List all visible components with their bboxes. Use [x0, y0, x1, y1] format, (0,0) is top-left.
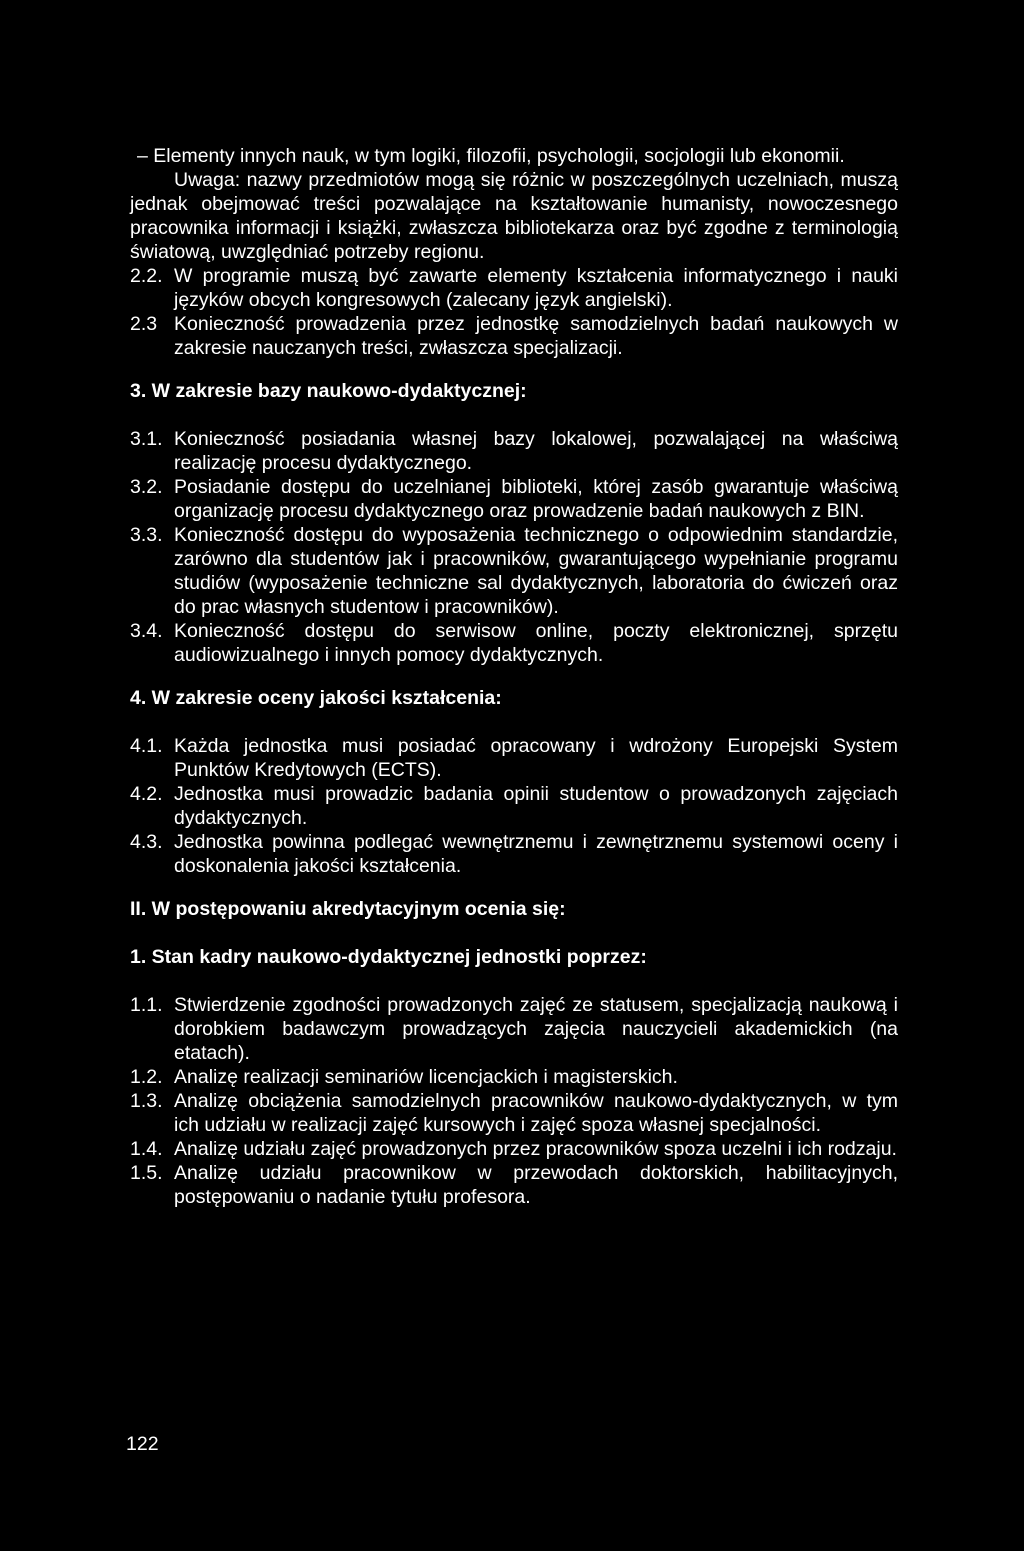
item-text: Każda jednostka musi posiadać opracowany i wdrożony Europejski System Punktów Kredytowych (ECTS).	[174, 735, 898, 781]
list-item	[130, 782, 898, 830]
item-number: 3.1.	[130, 428, 163, 450]
item-number: 3.4.	[130, 620, 163, 642]
item-number: 4.1.	[130, 735, 163, 757]
list-item	[130, 1161, 898, 1209]
item-text: Stwierdzenie zgodności prowadzonych zajęć ze statusem, specjalizacją naukową i dorobkiem badawczym prowadzących zajęcia nauczycieli akademickich (na etatach).	[174, 994, 898, 1064]
item-text: Konieczność prowadzenia przez jednostkę samodzielnych badań naukowych w zakresie nauczanych treści, zwłaszcza specjalizacji.	[174, 313, 898, 359]
section-heading: 4. W zakresie oceny jakości kształcenia:	[130, 687, 502, 709]
item-text: Analizę udziału zajęć prowadzonych przez pracowników spoza uczelni i ich rodzaju.	[174, 1138, 897, 1160]
list-item	[130, 264, 898, 312]
item-text: Analizę obciążenia samodzielnych pracowników naukowo-dydaktycznych, w tym ich udziału w realizacji zajęć kursowych i zajęć spoza własnej specjalności.	[174, 1090, 898, 1136]
item-number: 1.1.	[130, 994, 163, 1016]
list-item	[130, 1137, 898, 1161]
page-content	[130, 144, 898, 1209]
dash-text: Elementy innych nauk, w tym logiki, filozofii, psychologii, socjologii lub ekonomii.	[153, 145, 845, 167]
list-item	[130, 619, 898, 667]
list-item	[130, 427, 898, 475]
item-text: Posiadanie dostępu do uczelnianej biblioteki, której zasób gwarantuje właściwą organizację procesu dydaktycznego oraz prowadzenie badań naukowych z BIN.	[174, 476, 898, 522]
dash-paragraph	[130, 144, 898, 168]
item-text: Konieczność posiadania własnej bazy lokalowej, pozwalającej na właściwą realizację procesu dydaktycznego.	[174, 428, 898, 474]
dash-marker: –	[137, 145, 148, 167]
list-item	[130, 1065, 898, 1089]
list-item	[130, 475, 898, 523]
list-item	[130, 830, 898, 878]
item-number: 1.2.	[130, 1066, 163, 1088]
section-heading: 3. W zakresie bazy naukowo-dydaktycznej:	[130, 380, 527, 402]
list-item	[130, 523, 898, 619]
item-text: Konieczność dostępu do wyposażenia technicznego o odpowiednim standardzie, zarówno dla studentów jak i pracowników, gwarantującego wypełnianie programu studiów (wyposażenie techniczne sal dydaktycznych, laboratoria do ćwiczeń oraz do prac własnych studentow i pracowników).	[174, 524, 898, 618]
page-number: 122	[126, 1433, 159, 1455]
item-number: 2.2.	[130, 265, 163, 287]
list-item	[130, 734, 898, 782]
item-text: Analizę udziału pracownikow w przewodach doktorskich, habilitacyjnych, postępowaniu o nadanie tytułu profesora.	[174, 1162, 898, 1208]
item-number: 4.2.	[130, 783, 163, 805]
list-item	[130, 312, 898, 360]
section-heading: 1. Stan kadry naukowo-dydaktycznej jednostki poprzez:	[130, 946, 647, 968]
item-number: 3.2.	[130, 476, 163, 498]
item-number: 3.3.	[130, 524, 163, 546]
item-number: 4.3.	[130, 831, 163, 853]
item-number: 1.4.	[130, 1138, 163, 1160]
item-text: Jednostka powinna podlegać wewnętrznemu i zewnętrznemu systemowi oceny i doskonalenia jakości kształcenia.	[174, 831, 898, 877]
item-number: 1.3.	[130, 1090, 163, 1112]
item-text: W programie muszą być zawarte elementy kształcenia informatycznego i nauki języków obcych kongresowych (zalecany język angielski).	[174, 265, 898, 311]
list-item	[130, 1089, 898, 1137]
item-text: Analizę realizacji seminariów licencjackich i magisterskich.	[174, 1066, 678, 1088]
item-text: Jednostka musi prowadzic badania opinii studentow o prowadzonych zajęciach dydaktycznych.	[174, 783, 898, 829]
item-number: 2.3	[130, 313, 158, 335]
note-paragraph: Uwaga: nazwy przedmiotów mogą się różnic w poszczególnych uczelniach, muszą jednak obejmować treści pozwalające na kształtowanie humanisty, nowoczesnego pracownika informacji i książki, zwłaszcza bibliotekarza oraz być zgodne z terminologią światową, uwzględniać potrzeby regionu.	[130, 169, 898, 263]
section-heading: II. W postępowaniu akredytacyjnym ocenia się:	[130, 898, 566, 920]
item-number: 1.5.	[130, 1162, 163, 1184]
list-item	[130, 993, 898, 1065]
item-text: Konieczność dostępu do serwisow online, poczty elektronicznej, sprzętu audiowizualnego i innych pomocy dydaktycznych.	[174, 620, 898, 666]
